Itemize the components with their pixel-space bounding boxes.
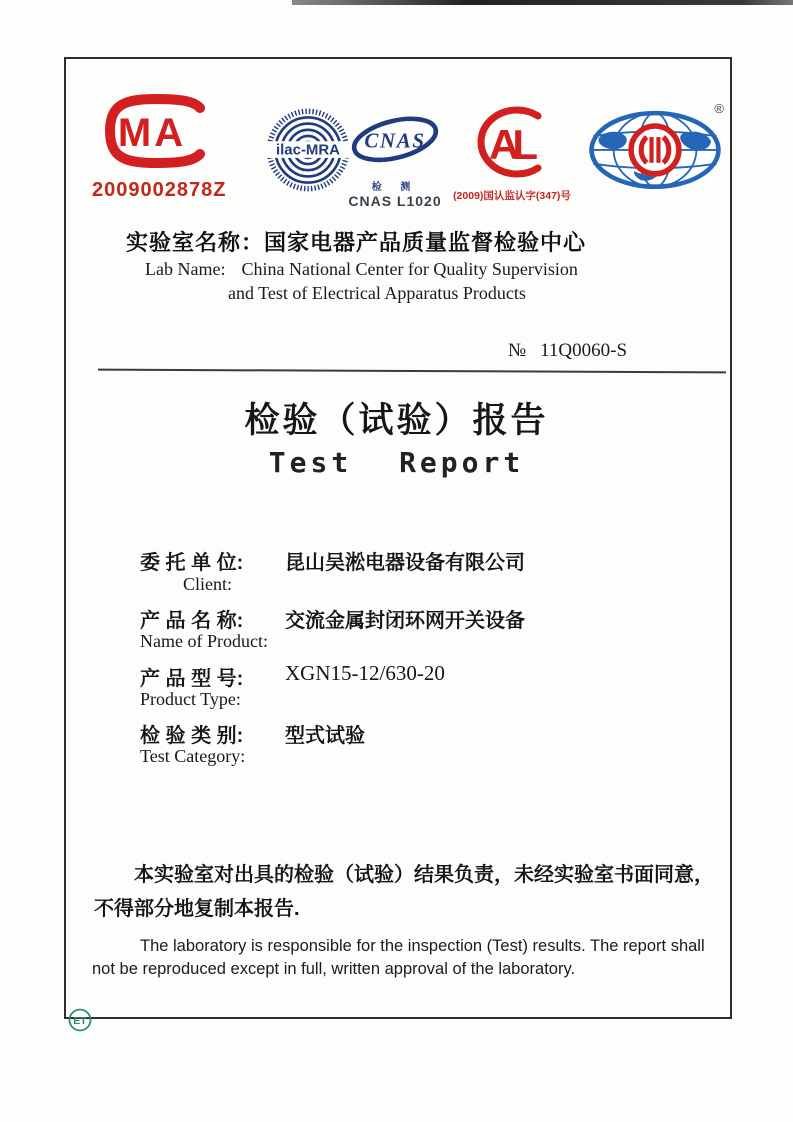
al-letters: AL [489,121,531,168]
field-client-label-en: Client: [183,574,232,594]
report-title-zh: 检验（试验）报告 [244,401,549,440]
declaration-zh-line1: 本实验室对出具的检验（试验）结果负责，未经实验室书面同意， [134,864,714,886]
report-number [508,340,627,362]
lab-name-en-text: China National Center for Quality Supervision [241,259,578,279]
cma-letters: MA [117,111,187,155]
lab-name-en-label: Lab Name: [145,259,226,279]
field-product-type-label-zh: 产 品 型 号: [140,668,244,690]
al-accreditation-number: (2009)国认监认字(347)号 [453,190,571,202]
lab-name-en-line2: and Test of Electrical Apparatus Products [228,283,526,303]
report-title-en: Test Report [268,446,525,479]
scan-artifact-line [292,0,793,5]
report-number-value: 11Q0060-S [540,340,628,361]
field-product-name-label-en: Name of Product: [140,631,268,651]
field-test-category-label-en: Test Category: [140,746,246,766]
et-stamp-icon [67,1007,93,1033]
field-product-type-label-en: Product Type: [140,689,241,709]
lab-name-en-line1 [145,259,578,280]
declaration-en-line2: not be reproduced except in full, written approval of the laboratory. [92,960,576,978]
cnas-accreditation-number: CNAS L1020 [348,193,442,209]
report-number-label: № [508,340,527,361]
registered-trademark-icon: ® [714,101,724,116]
field-test-category-label-zh: 检 验 类 别: [140,725,244,747]
ilac-mra-label: ilac-MRA [276,141,340,159]
cnas-label: CNAS [364,128,426,153]
et-stamp-label: ET [73,1015,87,1027]
field-product-name-value: 交流金属封闭环网开关设备 [285,610,525,632]
ilac-mra-logo-icon [264,105,352,200]
field-client-value: 昆山吴淞电器设备有限公司 [285,552,525,574]
field-product-name-label-zh: 产 品 名 称: [140,610,244,632]
al-cert-logo-icon [452,104,572,203]
cma-logo-icon [92,90,227,202]
field-client-label-zh: 委 托 单 位: [140,552,244,574]
cma-cert-number: 2009002878Z [92,179,227,201]
field-product-type-value: XGN15-12/630-20 [285,661,445,685]
cma-emblem-icon [99,90,213,172]
declaration-zh-line2: 不得部分地复制本报告. [94,898,300,920]
declaration-en-line1: The laboratory is responsible for the inspection (Test) results. The report shall [140,937,705,955]
declaration-zh [94,858,722,926]
globe-logo-icon [584,103,726,200]
cnas-logo-icon [346,110,444,209]
declaration-en [92,935,728,981]
cnas-sub-label: 检 测 [371,182,419,193]
lab-name-zh: 实验室名称：国家电器产品质量监督检验中心 [126,230,587,255]
field-test-category-value: 型式试验 [285,725,365,747]
